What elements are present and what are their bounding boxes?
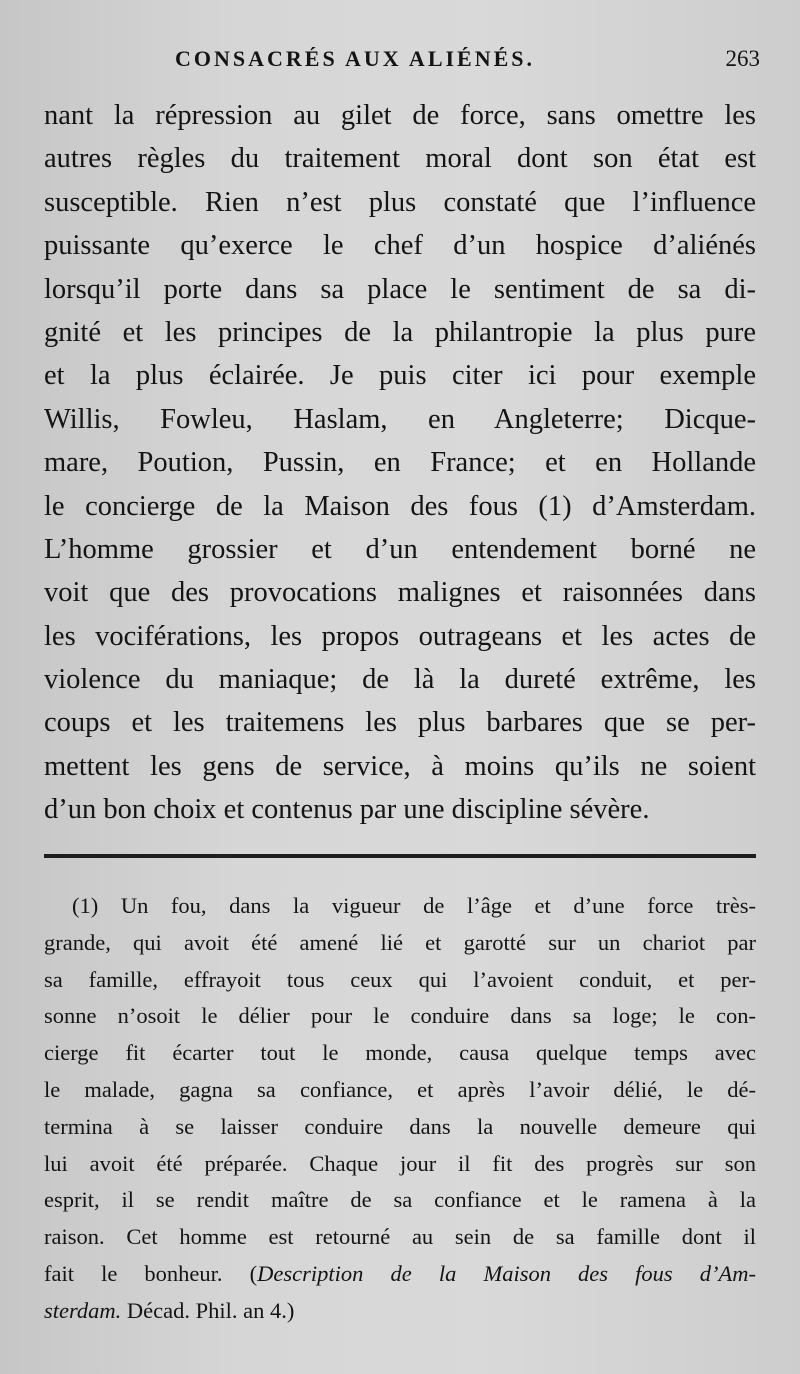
footnote-line: sa famille, effrayoit tous ceux qui l’avoient conduit, et per- <box>44 966 756 992</box>
footnote-rule <box>44 854 756 858</box>
body-line: susceptible. Rien n’est plus constaté que l’influence <box>44 186 756 218</box>
body-line: les vociférations, les propos outrageans et les actes de <box>44 620 756 652</box>
footnote-text: fait le bonheur. ( <box>44 1260 258 1286</box>
footnote-line: raison. Cet homme est retourné au sein de sa famille dont il <box>44 1224 756 1250</box>
body-line: le concierge de la Maison des fous (1) d’Amsterdam. <box>44 490 756 522</box>
footnote-line <box>44 1293 756 1330</box>
footnote-line: sonne n’osoit le délier pour le conduire dans sa loge; le con- <box>44 1003 756 1029</box>
body-line: nant la répression au gilet de force, sans omettre les <box>44 100 756 131</box>
page-header <box>175 46 760 76</box>
footnote-line: le malade, gagna sa confiance, et après l’avoir délié, le dé- <box>44 1076 756 1102</box>
body-line: d’un bon choix et contenus par une discipline sévère. <box>44 794 650 826</box>
body-line: puissante qu’exerce le chef d’un hospice d’aliénés <box>44 230 756 262</box>
running-head: CONSACRÉS AUX ALIÉNÉS. <box>175 46 536 71</box>
body-line: et la plus éclairée. Je puis citer ici pour exemple <box>44 360 756 392</box>
body-line: autres règles du traitement moral dont son état est <box>44 143 756 175</box>
body-line: mare, Poution, Pussin, en France; et en Hollande <box>44 447 756 479</box>
body-line: violence du maniaque; de là la dureté extrême, les <box>44 664 756 696</box>
body-line: gnité et les principes de la philantropie la plus pure <box>44 316 756 348</box>
page-number: 263 <box>725 46 760 71</box>
body-line: lorsqu’il porte dans sa place le sentiment de sa di- <box>44 273 756 305</box>
footnote-line: esprit, il se rendit maître de sa confiance et le ramena à la <box>44 1187 756 1213</box>
body-line: voit que des provocations malignes et raisonnées dans <box>44 577 756 609</box>
body-text <box>44 94 756 832</box>
body-line: coups et les traitemens les plus barbares que se per- <box>44 707 756 739</box>
footnote-line: lui avoit été préparée. Chaque jour il fit des progrès sur son <box>44 1150 756 1176</box>
body-line: L’homme grossier et d’un entendement borné ne <box>44 533 756 565</box>
body-line: Willis, Fowleu, Haslam, en Angleterre; Dicque- <box>44 403 756 435</box>
footnote-line: (1) Un fou, dans la vigueur de l’âge et d’une force très- <box>72 893 756 918</box>
citation-title-cont: sterdam. <box>44 1297 122 1323</box>
citation-source: Décad. Phil. an 4.) <box>121 1297 295 1323</box>
footnote-line: cierge fit écarter tout le monde, causa quelque temps avec <box>44 1040 756 1066</box>
footnote-line: termina à se laisser conduire dans la nouvelle demeure qui <box>44 1113 756 1139</box>
footnote-line <box>44 1256 756 1293</box>
citation-title: Description de la Maison des fous d’Am- <box>257 1260 756 1286</box>
body-line: mettent les gens de service, à moins qu’ils ne soient <box>44 750 756 782</box>
footnote-line: grande, qui avoit été amené lié et garotté sur un chariot par <box>44 929 756 955</box>
footnote <box>44 888 756 1330</box>
